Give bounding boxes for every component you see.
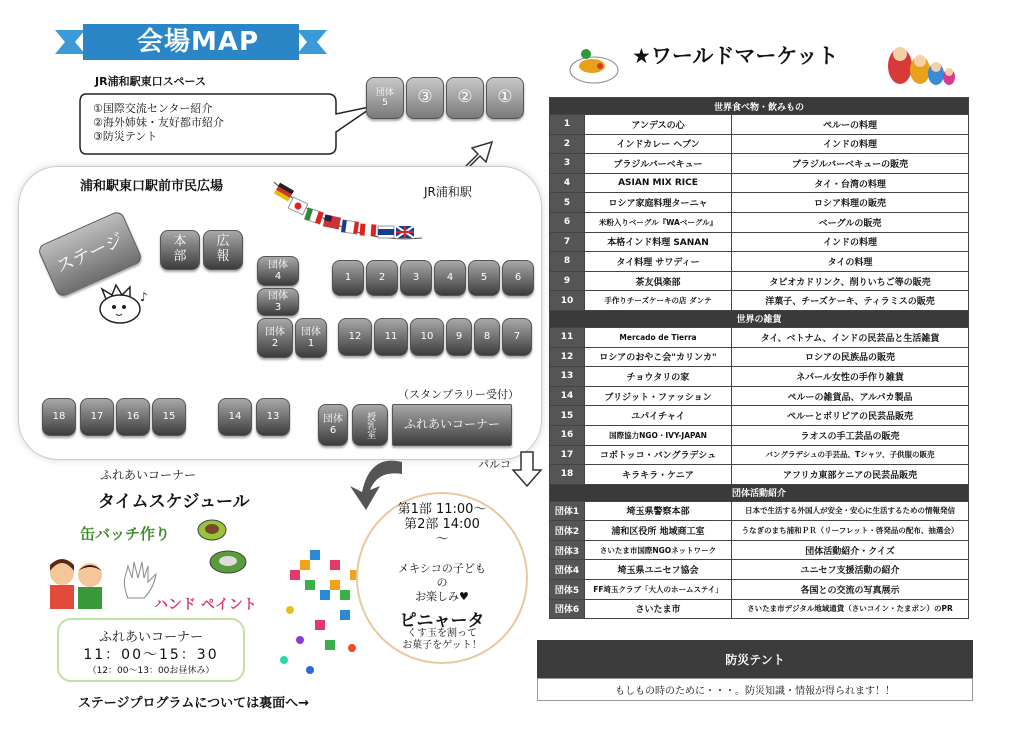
cell-name: Mercado de Tierra [585,327,732,347]
map-title: 会場MAP [136,27,260,57]
cell-desc: タピオカドリンク、削りいちご等の販売 [732,271,969,291]
arrow-down-icon [510,450,544,488]
pinata-desc: メキシコの子ども [398,562,486,575]
pinata-name: ピニャータ [399,611,485,631]
svg-text:♪: ♪ [140,290,148,304]
cell-desc: バングラデシュの手芸品、Tシャツ、子供服の販売 [732,445,969,465]
cell-no: 団体3 [550,540,585,560]
schedule-subheading: ふれあいコーナー [100,468,197,482]
children-icon [42,555,112,611]
cell-name: チョウタリの家 [585,367,732,387]
cell-no: 団体4 [550,560,585,580]
cell-no: 団体6 [550,599,585,619]
cell-name: キラキラ・ケニア [585,465,732,485]
cell-name: ブラジルバーベキュー [585,154,732,174]
table-row[interactable] [550,560,969,580]
table-row[interactable] [550,134,969,154]
jr-space-item: ①国際交流センター紹介 [93,102,213,115]
table-row[interactable] [550,465,969,485]
table-row[interactable] [550,252,969,272]
cell-no: 14 [550,386,585,406]
table-section-header [550,484,969,501]
booth-2[interactable]: 2 [366,260,398,296]
cell-name: 浦和区役所 地域商工室 [585,521,732,541]
stage-program-note: ステージプログラムについては裏面へ→ [78,696,309,711]
booth-14[interactable]: 14 [218,398,252,436]
cell-desc: 洋菓子、チーズケーキ、ティラミスの販売 [732,291,969,311]
booth-group-5[interactable]: 団体 5 [366,77,404,119]
cell-no: 4 [550,173,585,193]
cell-name: 手作りチーズケーキの店 ダンテ [585,291,732,311]
badge-making-label: 缶バッチ作り [80,525,171,543]
cell-name: ASIAN MIX RICE [585,173,732,193]
jr-station-label: JR浦和駅 [424,185,472,199]
table-row[interactable] [550,599,969,619]
disaster-tent-text: もしもの時のために・・・。防災知識・情報が得られます！！ [537,678,973,701]
cell-no: 12 [550,347,585,367]
cell-no: 6 [550,212,585,232]
booth-4[interactable]: 4 [434,260,466,296]
cell-name: インドカレー ヘブン [585,134,732,154]
matryoshka-icon [886,38,956,86]
section-title: 世界食べ物・飲みもの [550,98,969,115]
cell-no: 18 [550,465,585,485]
jr-space-title: JR浦和駅東口スペース [95,75,207,88]
cell-no: 9 [550,271,585,291]
cell-desc: アフリカ東部ケニアの民芸品販売 [732,465,969,485]
fureai-corner-booth[interactable]: ふれあいコーナー [392,404,512,446]
flag-bunting-icon [272,176,432,256]
cell-desc: うなぎのまち浦和ＰＲ（リーフレット・啓発品の配布、抽選会） [732,521,969,541]
section-title: 世界の雑貨 [550,310,969,327]
cell-no: 団体5 [550,580,585,600]
cell-name: 本格インド料理 SANAN [585,232,732,252]
booth-jr-2[interactable]: ② [446,77,484,119]
cell-desc: ペルーとボリビアの民芸品販売 [732,406,969,426]
cell-no: 13 [550,367,585,387]
fureai-time: 11：00〜15：30 [83,647,219,663]
hand-paint-label: ハンド ペイント [154,597,257,613]
cell-no: 11 [550,327,585,347]
booth-17[interactable]: 17 [80,398,114,436]
cell-name: 茶友倶楽部 [585,271,732,291]
cell-name: 埼玉県ユニセフ協会 [585,560,732,580]
section-title: 団体活動紹介 [550,484,969,501]
cell-no: 団体1 [550,501,585,521]
cell-desc: ネパール女性の手作り雑貨 [732,367,969,387]
disaster-tent-title: 防災テント [537,640,973,678]
booth-jr-3[interactable]: ③ [406,77,444,119]
stage-area[interactable]: ステージ [37,210,144,299]
fureai-time-title: ふれあいコーナー [98,630,203,645]
cell-desc: タイの料理 [732,252,969,272]
cell-desc: ユニセフ支援活動の紹介 [732,560,969,580]
food-plate-icon [568,46,620,86]
booth-15[interactable]: 15 [152,398,186,436]
table-row[interactable] [550,406,969,426]
pinata-sub: お菓子をゲット！ [402,640,482,651]
cell-name: 米粉入りベーグル『WAベーグル』 [585,212,732,232]
table-row[interactable] [550,173,969,193]
badge-icon [190,516,260,576]
cell-desc: 日本で生活する外国人が安全・安心に生活するための情報発信 [732,501,969,521]
table-row[interactable] [550,425,969,445]
cell-name: さいたま市国際NGOネットワーク [585,540,732,560]
table-row[interactable] [550,521,969,541]
booth-group-3[interactable]: 団体 3 [257,288,299,316]
cell-name: FF埼玉クラブ「大人のホームステイ」 [585,580,732,600]
booth-group-2[interactable]: 団体 2 [257,318,293,358]
table-section-header [550,310,969,327]
cell-desc: インドの料理 [732,134,969,154]
cell-no: 7 [550,232,585,252]
cell-name: さいたま市 [585,599,732,619]
cell-no: 1 [550,115,585,135]
booth-3[interactable]: 3 [400,260,432,296]
cell-name: 埼玉県警察本部 [585,501,732,521]
booth-8[interactable]: 8 [474,318,500,356]
table-row[interactable] [550,327,969,347]
booth-18[interactable]: 18 [42,398,76,436]
cell-no: 5 [550,193,585,213]
table-row[interactable] [550,115,969,135]
table-row[interactable] [550,232,969,252]
booth-10[interactable]: 10 [410,318,444,356]
cell-desc: 各国との交流の写真展示 [732,580,969,600]
booth-group-1[interactable]: 団体 1 [295,318,327,358]
table-row[interactable] [550,367,969,387]
cell-name: 国際協力NGO・IVY-JAPAN [585,425,732,445]
cell-desc: ロシアの民族品の販売 [732,347,969,367]
booth-12[interactable]: 12 [338,318,372,356]
cell-no: 10 [550,291,585,311]
jr-space-item: ②海外姉妹・友好都市紹介 [93,116,224,129]
jr-space-item: ③防災テント [93,130,158,143]
pinata-part2: 第2部 14:00 [404,517,480,532]
cell-name: ブリジット・ファッション [585,386,732,406]
cell-name: ユパイチャイ [585,406,732,426]
cell-desc: ペルーの雑貨品、アルパカ製品 [732,386,969,406]
table-row[interactable] [550,193,969,213]
cell-desc: インドの料理 [732,232,969,252]
booth-11[interactable]: 11 [374,318,408,356]
cell-no: 17 [550,445,585,465]
table-row[interactable] [550,445,969,465]
booth-5[interactable]: 5 [468,260,500,296]
pinata-desc: の [436,576,448,589]
booth-13[interactable]: 13 [256,398,290,436]
cell-no: 15 [550,406,585,426]
booth-headquarters[interactable]: 本 部 [160,230,200,270]
booth-1[interactable]: 1 [332,260,364,296]
parco-label: パルコ [478,458,511,471]
cell-desc: ベーグルの販売 [732,212,969,232]
nursing-room[interactable]: 授乳室 [352,404,388,446]
booth-pr[interactable]: 広 報 [203,230,243,270]
cell-name: アンデスの心 [585,115,732,135]
cell-desc: さいたま市デジタル地域通貨（さいコイン・たまポン）のPR [732,599,969,619]
booth-group-6[interactable]: 団体 6 [318,404,348,446]
cell-name: ロシアのおやこ会"カリンカ" [585,347,732,367]
cell-no: 16 [550,425,585,445]
pinata-sub: くす玉を割って [407,628,477,639]
cell-no: 2 [550,134,585,154]
table-row[interactable] [550,212,969,232]
plaza-title: 浦和駅東口駅前市民広場 [80,179,224,194]
table-row[interactable] [550,540,969,560]
pinata-part1: 第1部 11:00〜 [397,502,487,517]
market-title: ★ワールドマーケット [632,44,839,68]
booth-jr-1[interactable]: ① [486,77,524,119]
cell-name: ロシア家庭料理ターニャ [585,193,732,213]
mascot-icon [92,283,154,327]
booth-16[interactable]: 16 [116,398,150,436]
booth-group-4[interactable]: 団体 4 [257,256,299,286]
cell-name: タイ料理 サワディー [585,252,732,272]
cell-no: 団体2 [550,521,585,541]
cell-desc: タイ、ベトナム、インドの民芸品と生活雑貨 [732,327,969,347]
cell-name: コボトッコ・バングラデシュ [585,445,732,465]
fureai-time-note: （12：00〜13：00お昼休み） [87,666,215,676]
booth-9[interactable]: 9 [446,318,472,356]
cell-desc: タイ・台湾の料理 [732,173,969,193]
table-section-header [550,98,969,115]
table-row[interactable] [550,291,969,311]
pinata-tilde: 〜 [435,532,449,547]
cell-desc: ブラジルバーベキューの販売 [732,154,969,174]
cell-no: 3 [550,154,585,174]
cell-desc: ロシア料理の販売 [732,193,969,213]
table-row[interactable] [550,580,969,600]
table-row[interactable] [550,347,969,367]
booth-7[interactable]: 7 [502,318,532,356]
schedule-heading: タイムスケジュール [98,492,250,512]
market-table [549,97,969,619]
cell-desc: 団体活動紹介・クイズ [732,540,969,560]
stamp-rally-label: （スタンプラリー受付） [398,388,519,401]
cell-desc: ペルーの料理 [732,115,969,135]
table-row[interactable] [550,271,969,291]
table-row[interactable] [550,386,969,406]
pinata-desc: お楽しみ♥ [415,590,469,603]
cell-no: 8 [550,252,585,272]
cell-desc: ラオスの手工芸品の販売 [732,425,969,445]
table-row[interactable] [550,154,969,174]
table-row[interactable] [550,501,969,521]
booth-6[interactable]: 6 [502,260,534,296]
